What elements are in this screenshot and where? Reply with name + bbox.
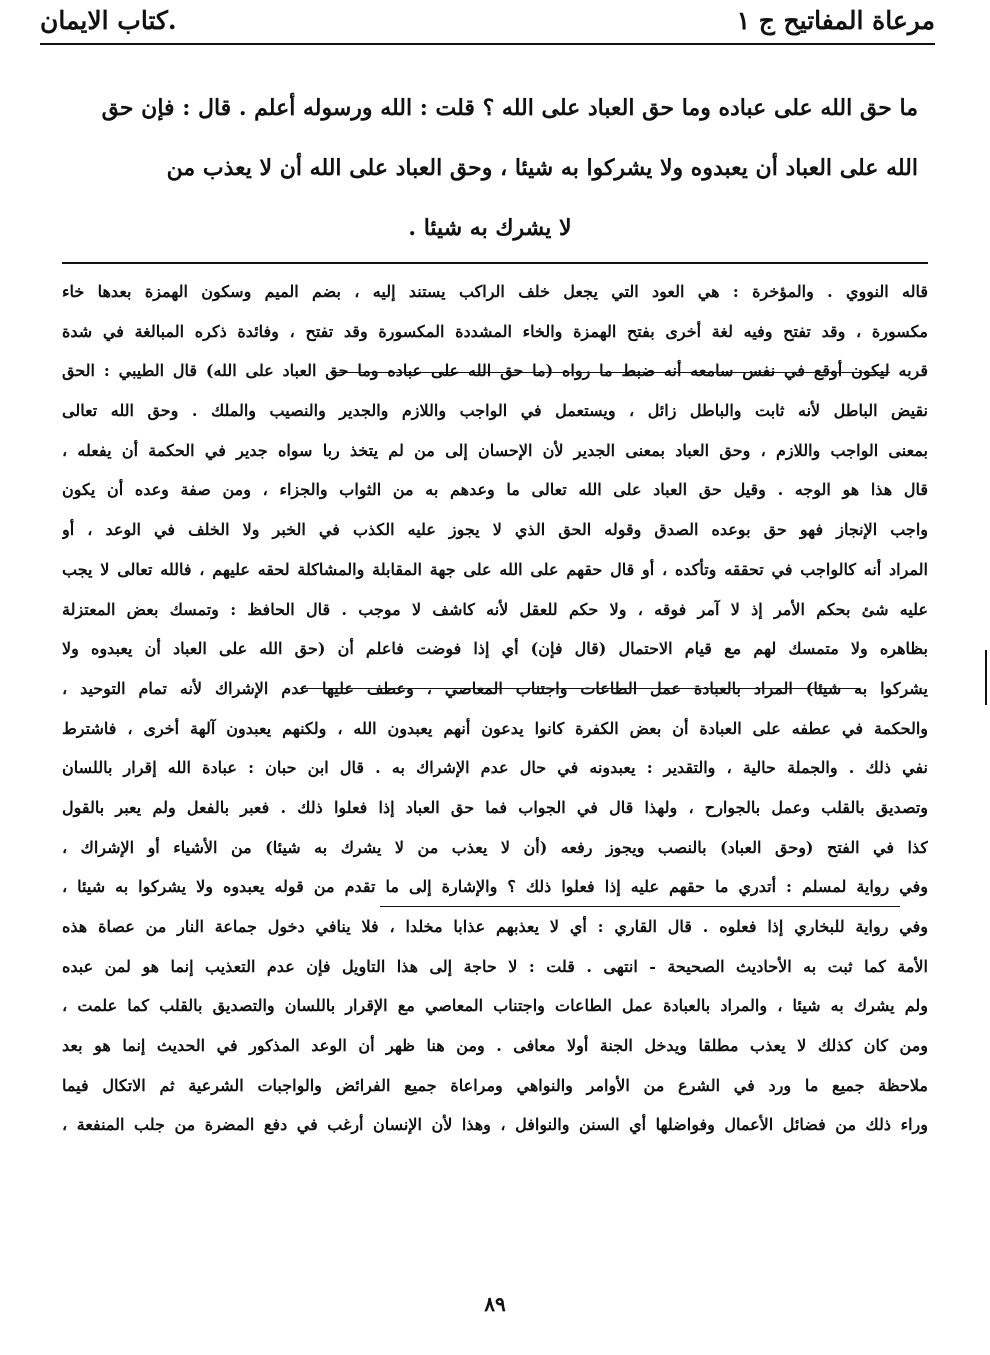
commentary-line: قال هذا هو الوجه . وقيل حق العباد على الله تعالى ما وعدهم به من الثواب والجزاء ، ومن صفة وعده أن يكون xyxy=(62,480,928,500)
commentary-line: يشركوا به شيئا) المراد بالعبادة عمل الطاعات واجتناب المعاصي ، وعطف عليها عدم الإشراك لأنه تمام التوحيد ، xyxy=(62,678,928,698)
hadith-text-line-3: لا يشرك به شيئا . xyxy=(408,215,572,241)
commentary-line: وفي رواية للبخاري إذا فعلوه . قال القاري : أي لا يعذبهم عذابا مخلدا ، فلا ينافي دخول جماعة النار من عصاة هذه xyxy=(62,917,928,936)
commentary-line: المراد أنه كالواجب في تحققه وتأكده ، أو قال حقهم على الله على جهة المقابلة والمشاكلة لحقه عليهم ، فالله تعالى لا يجب xyxy=(62,559,928,579)
commentary-line: الأمة كما ثبت به الأحاديث الصحيحة - انتهى . قلت : لا حاجة إلى هذا التاويل فإن عدم التعذيب إنما هو لمن عبده xyxy=(62,956,928,976)
underline-mark xyxy=(330,372,890,373)
header-rule xyxy=(40,43,935,45)
underline-mark xyxy=(300,688,860,689)
commentary-line: مكسورة ، وقد تفتح وفيه لغة أخرى بفتح الهمزة والخاء المشددة المكسورة وقد تفتح ، وفائدة ذكره المبالغة في شدة xyxy=(62,321,928,341)
commentary-line: ومن كان كذلك لا يعذب مطلقا ويدخل الجنة أولا معافى . ومن هنا ظهر أن الوعد المذكور في الحديث إنما هو بعد xyxy=(62,1036,928,1056)
commentary-line: عليه شئ بحكم الأمر إذ لا آمر فوقه ، ولا حكم للعقل لأنه كاشف لا موجب . قال الحافظ : وتمسك بعض المعتزلة xyxy=(62,599,928,619)
book-title: مرعاة المفاتيح ج ١ xyxy=(736,6,935,35)
running-header xyxy=(40,0,935,44)
commentary-line: بمعنى الواجب واللازم ، وحق العباد بمعنى الجدير لأن الإحسان إلى من لم يتخذ ربا سواه جدير في الحكمة أن يفعله ، xyxy=(62,440,928,460)
commentary-line: بظاهره ولا متمسك لهم مع قيام الاحتمال (قال فإن) أي إذا فوضت فاعلم أن (حق الله على العباد أن يعبدوه ولا xyxy=(62,639,928,659)
commentary-line: وراء ذلك من فضائل الأعمال وفواضلها أي السنن والنوافل ، وهذا لأن الإنسان أرغب في دفع المضرة من جلب المنفعة ، xyxy=(62,1115,928,1135)
chapter-title: .كتاب الايمان xyxy=(40,6,177,35)
underline-mark xyxy=(380,906,900,907)
commentary-line: كذا في الفتح (وحق العباد) بالنصب ويجوز رفعه (أن لا يعذب من لا يشرك به شيئا) من الأشياء أو الإشراك ، xyxy=(62,837,928,857)
commentary-line: وفي رواية لمسلم : أتدري ما حقهم عليه إذا فعلوا ذلك ؟ والإشارة إلى ما تقدم من قوله يعبدوه ولا يشركوا به شيئا ، xyxy=(62,877,928,897)
commentary-line: ملاحظة جميع ما ورد في الشرع من الأوامر والنواهي ومراعاة جميع الفرائض والواجبات الشرعية ثم الاتكال فيما xyxy=(62,1075,928,1095)
section-separator xyxy=(62,262,928,264)
hadith-text-line-2: الله على العباد أن يعبدوه ولا يشركوا به شيئا ، وحق العباد على الله أن لا يعذب من xyxy=(166,155,918,181)
commentary-line: وتصديق بالقلب وعمل بالجوارح ، ولهذا قال في الجواب فما حق العباد إذا فعلوا ذلك . فعبر بالفعل ولم يعبر بالقول xyxy=(62,797,928,817)
commentary-line: ولم يشرك به شيئا ، والمراد بالعبادة عمل الطاعات واجتناب المعاصي مع الإقرار باللسان والتصديق بالقلب كما علمت ، xyxy=(62,996,928,1016)
commentary-line: واجب الإنجاز فهو حق بوعده الصدق وقوله الحق الذي لا يجوز عليه الكذب في الخبر ولا الخلف في الوعد ، أو xyxy=(62,520,928,540)
commentary-line: قربه ليكون أوقع في نفس سامعه أنه ضبط ما رواه (ما حق الله على عباده وما حق العباد على الله) قال الطيبي : الحق xyxy=(62,361,928,381)
page-number: ٨٩ xyxy=(484,1292,506,1316)
commentary-line: والحكمة في عطفه على العبادة أن بعض الكفرة كانوا يدعون أنهم يعبدون الله ، ولكنهم يعبدون آلهة أخرى ، فاشترط xyxy=(62,718,928,738)
commentary-line: نقيض الباطل لأنه ثابت والباطل زائل ، ويستعمل في الواجب واللازم والجدير والنصيب والملك . وحق الله تعالى xyxy=(62,401,928,421)
hadith-text-line-1: ما حق الله على عباده وما حق العباد على الله ؟ قلت : الله ورسوله أعلم . قال : فإن حق xyxy=(101,95,918,121)
margin-mark xyxy=(985,650,987,705)
commentary-line: نفي ذلك . والجملة حالية ، والتقدير : يعبدونه في حال عدم الإشراك به . قال ابن حبان : عبادة الله إقرار باللسان xyxy=(62,758,928,778)
commentary xyxy=(62,272,928,1145)
commentary-line: قاله النووي . والمؤخرة : هي العود التي يجعل خلف الراكب يستند إليه ، بضم الميم وسكون الهمزة بعدها خاء xyxy=(62,282,928,301)
